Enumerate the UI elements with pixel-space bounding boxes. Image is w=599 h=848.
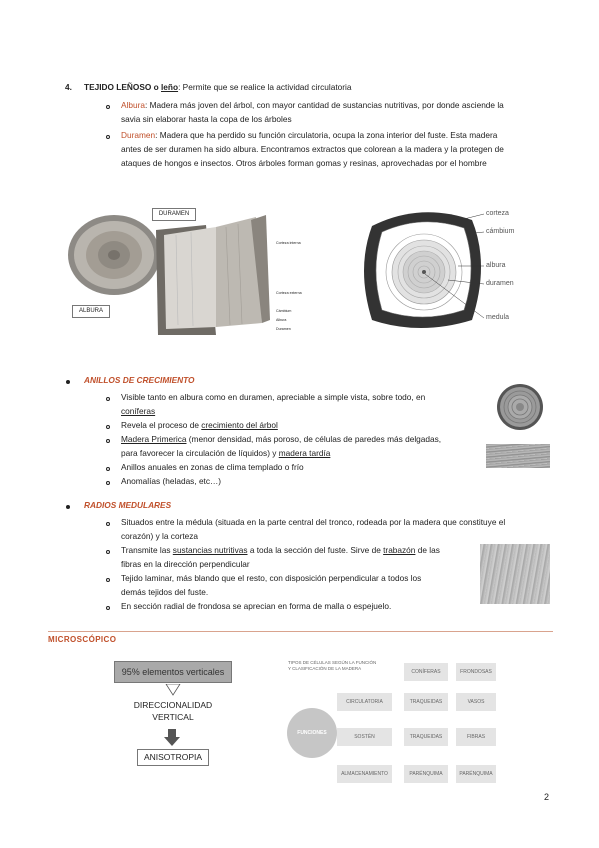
label-corteza-externa: Corteza externa xyxy=(276,291,302,295)
section-title: TEJIDO LEÑOSO o leño: Permite que se realice la actividad circulatoria xyxy=(84,82,352,92)
label-albura: ALBURA xyxy=(72,305,110,318)
radios-item: Situados entre la médula (situada en la parte central del tronco, rodeada por la madera que constituye el xyxy=(121,517,506,527)
radios-item: En sección radial de frondosa se aprecian en forma de malla o espejuelo. xyxy=(121,601,392,611)
arrow-down-icon xyxy=(164,684,182,696)
radios-item-cont: fibras en la dirección perpendicular xyxy=(121,559,250,569)
label-cambium: cámbium xyxy=(486,228,515,235)
bullet-dot xyxy=(66,380,70,384)
label-duramen: duramen xyxy=(486,280,514,287)
trunk-illustration xyxy=(66,205,306,345)
anillos-item: Anomalías (heladas, etc…) xyxy=(121,476,222,486)
bullet-circle xyxy=(106,578,110,582)
anillos-item-cont: para favorecer la circulación de líquidos) y madera tardía xyxy=(121,448,331,458)
box-sosten: SOSTÉN xyxy=(337,728,392,746)
duramen-definition-cont: ataques de hongos e insectos. Otros árboles forman gomas y resinas, aprovechadas por el hombre xyxy=(121,158,487,168)
box-almacenamiento: ALMACENAMIENTO xyxy=(337,765,392,783)
radios-item-cont: corazón) y la corteza xyxy=(121,531,199,541)
box-fibras: FIBRAS xyxy=(456,728,496,746)
bullet-circle xyxy=(106,105,110,109)
ring-photo xyxy=(490,382,550,432)
box-traqueidas: TRAQUEIDAS xyxy=(404,728,448,746)
box-circulatoria: CIRCULATORIA xyxy=(337,693,392,711)
box-traqueidas: TRAQUEIDAS xyxy=(404,693,448,711)
label-medula: medula xyxy=(486,314,509,321)
trunk-cross-section-diagram xyxy=(360,204,520,334)
anillos-item: Anillos anuales en zonas de clima templado o frío xyxy=(121,462,304,472)
heading-anillos: ANILLOS DE CRECIMIENTO xyxy=(84,375,195,385)
bullet-circle xyxy=(106,606,110,610)
radios-item: Tejido laminar, más blando que el resto, con disposición perpendicular a todos los xyxy=(121,573,422,583)
heading-radios: RADIOS MEDULARES xyxy=(84,500,172,510)
bullet-circle xyxy=(106,135,110,139)
heading-microscopico: MICROSCÓPICO xyxy=(48,635,117,644)
bullet-circle xyxy=(106,439,110,443)
bullet-circle xyxy=(106,397,110,401)
anillos-item: Visible tanto en albura como en duramen, apreciable a simple vista, sobre todo, en xyxy=(121,392,426,402)
label-duramen: DURAMEN xyxy=(152,208,196,221)
radial-section-photo xyxy=(480,544,550,604)
box-coniferas: CONÍFERAS xyxy=(404,663,448,681)
funciones-circle: FUNCIONES xyxy=(287,708,337,758)
radios-item: Transmite las sustancias nutritivas a toda la sección del fuste. Sirve de trabazón de las xyxy=(121,545,440,555)
duramen-definition: Duramen: Madera que ha perdido su función circulatoria, ocupa la zona interior del fuste. Esta madera xyxy=(121,130,498,140)
section-number: 4. xyxy=(65,82,72,92)
bullet-circle xyxy=(106,467,110,471)
label-duramen-small: Duramen xyxy=(276,327,291,331)
box-frondosas: FRONDOSAS xyxy=(456,663,496,681)
radios-item-cont: demás tejidos del fuste. xyxy=(121,587,209,597)
anillos-item-cont: coníferas xyxy=(121,406,156,416)
albura-definition: Albura: Madera más joven del árbol, con mayor cantidad de sustancias nutritivas, por donde asciende la xyxy=(121,100,504,110)
bullet-circle xyxy=(106,481,110,485)
label-albura: albura xyxy=(486,262,506,269)
box-parenquima: PARÉNQUIMA xyxy=(456,765,496,783)
albura-definition-cont: savia sin elaborar hasta la copa de los árboles xyxy=(121,114,292,124)
page-number: 2 xyxy=(544,792,550,802)
box-anisotropia: ANISOTROPIA xyxy=(137,749,209,766)
bullet-circle xyxy=(106,550,110,554)
ring-cross-section-photo xyxy=(490,382,550,432)
label-corteza: corteza xyxy=(486,210,509,217)
box-parenquima: PARÉNQUIMA xyxy=(404,765,448,783)
box-vasos: VASOS xyxy=(456,693,496,711)
label-corteza-interna: Corteza interna xyxy=(276,241,301,245)
label-cambium: Cámbium xyxy=(276,309,292,313)
duramen-definition-cont: antes de ser duramen ha sido albura. Encontramos extractos que colorean a la madera y la protegen de xyxy=(121,144,504,154)
direccionalidad-vertical: DIRECCIONALIDAD VERTICAL xyxy=(133,700,213,722)
bullet-circle xyxy=(106,522,110,526)
anillos-item: Madera Primerica (menor densidad, más poroso, de células de paredes más delgadas, xyxy=(121,434,442,444)
trunk-section-photo xyxy=(66,205,306,345)
arrow-down-icon xyxy=(164,729,180,747)
grain-photo xyxy=(486,444,550,468)
anillos-item: Revela el proceso de crecimiento del árbol xyxy=(121,420,278,430)
diagram-title: TIPOS DE CÉLULAS SEGÚN LA FUNCIÓN Y CLASIFICACIÓN DE LA MADERA xyxy=(288,660,377,671)
box-elementos-verticales: 95% elementos verticales xyxy=(114,661,232,683)
bullet-dot xyxy=(66,505,70,509)
label-albura-small: Albura xyxy=(276,318,287,322)
divider xyxy=(48,631,553,632)
bullet-circle xyxy=(106,425,110,429)
